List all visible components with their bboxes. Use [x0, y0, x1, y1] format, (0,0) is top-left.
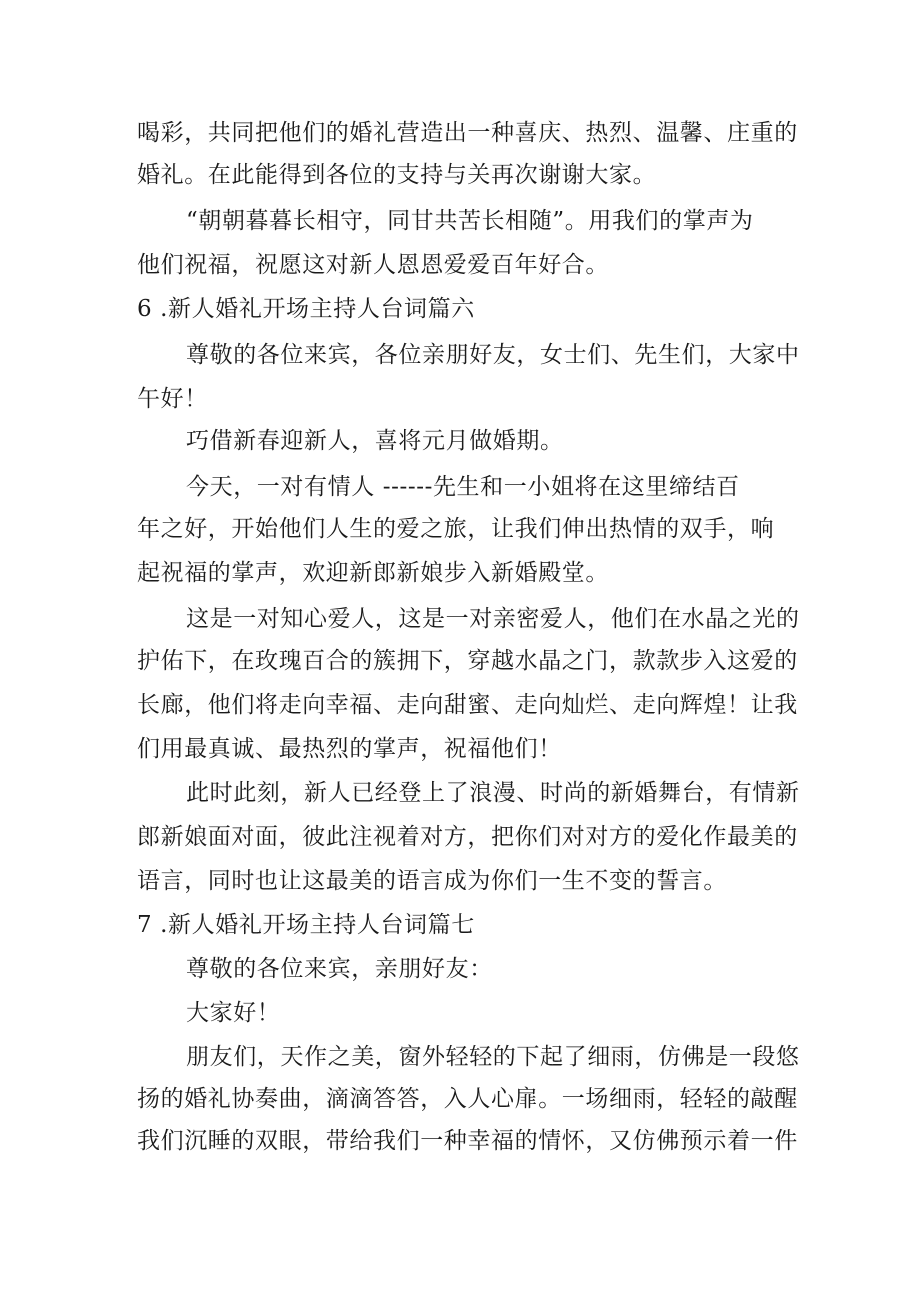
text-line: “朝朝暮暮长相守，同甘共苦长相随”。用我们的掌声为	[186, 208, 754, 234]
text-line: 长廊，他们将走向幸福、走向甜蜜、走向灿烂、走向辉煌！让我	[137, 692, 798, 718]
text-line: 我们沉睡的双眼，带给我们一种幸福的情怀，又仿佛预示着一件	[137, 1128, 798, 1154]
text-line: 他们祝福，祝愿这对新人恩恩爱爱百年好合。	[137, 252, 609, 278]
text-line: 今天，一对有情人 ------先生和一小姐将在这里缔结百	[186, 474, 740, 500]
text-line: 尊敬的各位来宾，亲朋好友：	[186, 956, 493, 982]
text-line: 这是一对知心爱人，这是一对亲密爱人，他们在水晶之光的	[186, 606, 800, 632]
text-line: 扬的婚礼协奏曲，滴滴答答，入人心扉。一场细雨，轻轻的敲醒	[137, 1086, 798, 1112]
text-line: 语言，同时也让这最美的语言成为你们一生不变的誓言。	[137, 868, 727, 894]
text-line: 喝彩，共同把他们的婚礼营造出一种喜庆、热烈、温馨、庄重的	[137, 120, 798, 146]
text-line: 尊敬的各位来宾，各位亲朋好友，女士们、先生们，大家中	[186, 342, 800, 368]
text-line: 此时此刻，新人已经登上了浪漫、时尚的新婚舞台，有情新	[186, 780, 800, 806]
text-line: 护佑下，在玫瑰百合的簇拥下，穿越水晶之门，款款步入这爱的	[137, 648, 798, 674]
text-line: 起祝福的掌声，欢迎新郎新娘步入新婚殿堂。	[137, 560, 609, 586]
text-line: 午好！	[137, 386, 208, 412]
text-line: 巧借新春迎新人，喜将元月做婚期。	[186, 428, 564, 454]
text-line: 们用最真诚、最热烈的掌声，祝福他们！	[137, 736, 562, 762]
text-line: 大家好！	[186, 1000, 281, 1026]
section-heading: 7 .新人婚礼开场主持人台词篇七	[137, 912, 475, 938]
text-line: 朋友们，天作之美，窗外轻轻的下起了细雨，仿佛是一段悠	[186, 1044, 800, 1070]
text-line: 婚礼。在此能得到各位的支持与关再次谢谢大家。	[137, 162, 657, 188]
text-line: 年之好，开始他们人生的爱之旅，让我们伸出热情的双手，响	[137, 516, 775, 542]
section-heading: 6 .新人婚礼开场主持人台词篇六	[137, 296, 475, 322]
text-line: 郎新娘面对面，彼此注视着对方，把你们对对方的爱化作最美的	[137, 824, 798, 850]
